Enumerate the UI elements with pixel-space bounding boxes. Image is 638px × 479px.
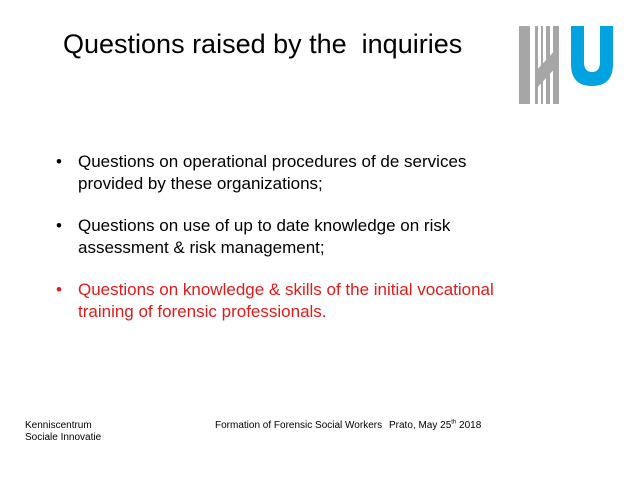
bullet-text-line: Questions on use of up to date knowledge on risk <box>78 216 451 235</box>
bullet-text-line: provided by these organizations; <box>78 174 323 193</box>
bullet-list <box>56 151 576 343</box>
bullet-marker: • <box>56 152 62 171</box>
logo-bar-2 <box>535 26 538 104</box>
bullet-marker: • <box>56 216 62 235</box>
footer-date-prefix: Prato, May 25 <box>389 420 452 431</box>
bullet-item-procedures <box>56 151 576 195</box>
bullet-marker: • <box>56 280 62 299</box>
bullet-text-line: Questions on operational procedures of de services <box>78 152 467 171</box>
logo-bar-1 <box>519 26 530 104</box>
footer-organization <box>25 420 101 444</box>
footer-date-year: 2018 <box>456 420 482 431</box>
footer-org-line: Sociale Innovatie <box>25 432 102 443</box>
footer-date-ordinal: th <box>451 419 457 426</box>
slide-title: Questions raised by the inquiries <box>63 29 463 59</box>
bullet-text-line: training of forensic professionals. <box>78 302 327 321</box>
bullet-text-line: assessment & risk management; <box>78 238 325 257</box>
footer-event: Formation of Forensic Social Workers <box>215 420 383 431</box>
bullet-item-vocational-training <box>56 279 576 323</box>
hu-logo <box>515 24 615 106</box>
footer-date <box>389 420 481 432</box>
bullet-item-risk-knowledge <box>56 215 576 259</box>
hu-logo-u-shape <box>571 26 613 86</box>
bullet-text-line: Questions on knowledge & skills of the initial vocational <box>78 280 494 299</box>
footer-org-line: Kenniscentrum <box>25 420 92 431</box>
